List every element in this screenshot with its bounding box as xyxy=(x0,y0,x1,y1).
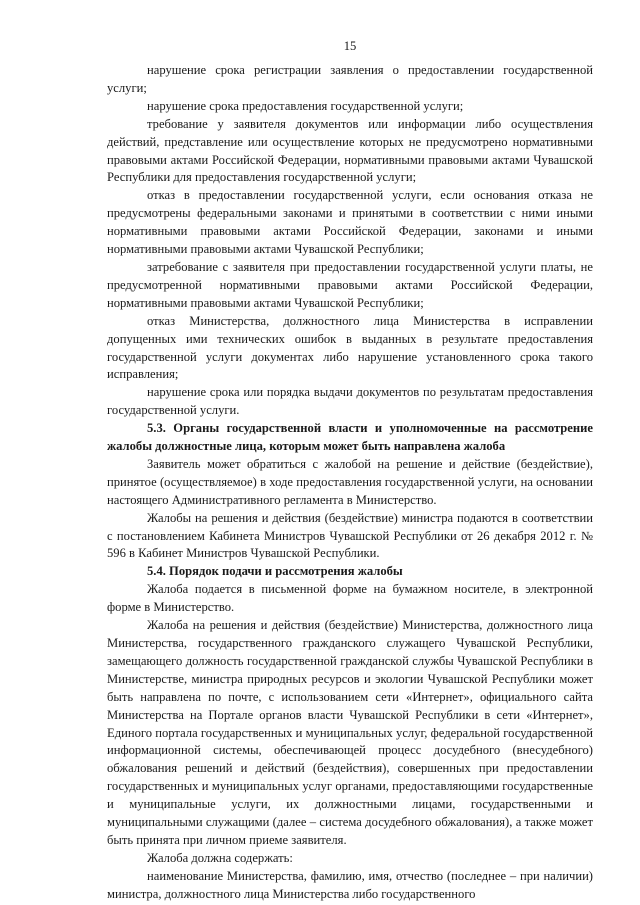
page-number: 15 xyxy=(343,39,357,53)
paragraph: отказ Министерства, должностного лица Министерства в исправлении допущенных ими технических ошибок в выданных в результате предоставления государственной услуги документах либо нарушение установленного срока такого исправления; xyxy=(107,313,593,382)
document-body xyxy=(107,62,593,904)
paragraph: наименование Министерства, фамилию, имя, отчество (последнее – при наличии) министра, должностного лица Министерства либо государственного xyxy=(107,868,593,901)
paragraph: нарушение срока или порядка выдачи документов по результатам предоставления государственной услуги. xyxy=(107,385,593,418)
section-heading: 5.3. Органы государственной власти и уполномоченные на рассмотрение жалобы должностные лица, которым может быть направлена жалоба xyxy=(107,421,593,454)
paragraph: Жалоба должна содержать: xyxy=(147,850,293,865)
paragraph: Заявитель может обратиться с жалобой на решение и действие (бездействие), принятое (осуществляемое) в ходе предоставления государственной услуги, на основании настоящего Административного регламента в Министерство. xyxy=(107,456,593,507)
paragraph: Жалобы на решения и действия (бездействие) министра подаются в соответствии с постановлением Кабинета Министров Чувашской Республики от 26 декабря 2012 г. № 596 в Кабинет Министров Чувашской Республики. xyxy=(107,510,593,561)
paragraph: затребование с заявителя при предоставлении государственной услуги платы, не предусмотренной нормативными правовыми актами Российской Федерации, нормативными правовыми актами Чувашской Республики; xyxy=(107,259,593,310)
paragraph: нарушение срока регистрации заявления о предоставлении государственной услуги; xyxy=(107,63,593,95)
paragraph: отказ в предоставлении государственной услуги, если основания отказа не предусмотрены федеральными законами и принятыми в соответствии с ними иными нормативными правовыми актами Российской Федерации, законами и иными нормативными правовыми актами Чувашской Республики; xyxy=(107,188,593,257)
paragraph: требование у заявителя документов или информации либо осуществления действий, представление или осуществление которых не предусмотрено нормативными правовыми актами Российской Федерации, нормативными правовыми актами Чувашской Республики для предоставления государственной услуги; xyxy=(107,116,593,185)
paragraph: Жалоба подается в письменной форме на бумажном носителе, в электронной форме в Министерство. xyxy=(107,582,593,615)
paragraph: нарушение срока предоставления государственной услуги; xyxy=(147,98,464,113)
paragraph: Жалоба на решения и действия (бездействие) Министерства, должностного лица Министерства, государственного гражданского служащего Чувашской Республики, замещающего должность государственной гражданской службы Чувашской Республики в Министерстве, министра природных ресурсов и экологии Чувашской Республики может быть направлена по почте, с использованием сети «Интернет», официального сайта Министерства на Портале органов власти Чувашской Республики в сети «Интернет», Единого портала государственных и муниципальных услуг, федеральной государственной информационной системы, обеспечивающей процесс досудебного (внесудебного) обжалования решений и действий (бездействия), совершенных при предоставлении государственных и муниципальных услуг органами, предоставляющими государственные и муниципальные услуги, их должностными лицами, государственными и муниципальными служащими (далее – система досудебного обжалования), а также может быть принята при личном приеме заявителя. xyxy=(107,618,593,847)
section-heading: 5.4. Порядок подачи и рассмотрения жалобы xyxy=(147,564,403,579)
